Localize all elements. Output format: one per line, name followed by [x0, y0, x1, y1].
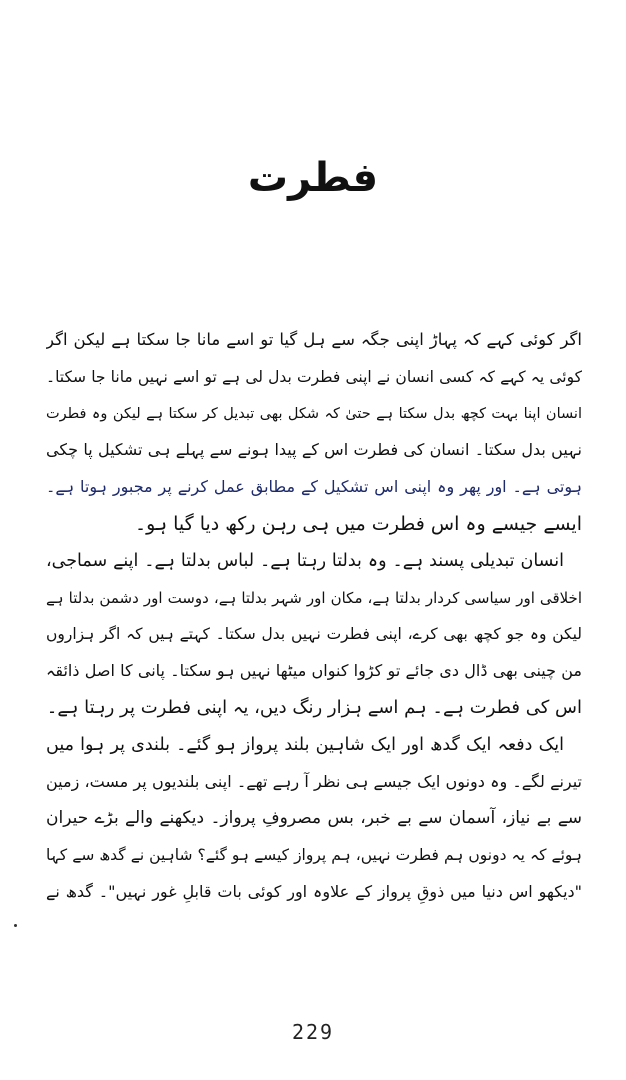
text-line: "دیکھو اس دنیا میں ذوقِ پرواز کے علاوہ اور کوئی بات قابلِ غور نہیں"۔ گدھ نے: [46, 881, 582, 901]
text-line: انسان تبدیلی پسند ہے۔ وہ بدلتا رہتا ہے۔ لباس بدلتا ہے۔ اپنے سماجی،: [46, 550, 564, 571]
text-line: کوئی یہ کہے کہ کسی انسان نے اپنی فطرت بدل لی ہے تو اسے نہیں مانا جا سکتا۔: [46, 367, 582, 386]
text-line: اس کی فطرت ہے۔ ہم اسے ہزار رنگ دیں، یہ اپنی فطرت پر رہتا ہے۔: [46, 696, 582, 718]
text-line: سے بے نیاز، آسمان سے بے خبر، بس مصروفِ پرواز۔ دیکھنے والے بڑے حیران: [46, 808, 582, 829]
ink-speck: [14, 924, 17, 927]
text-line: من چینی بھی ڈال دی جائے تو کڑوا کنواں میٹھا نہیں ہو سکتا۔ پانی کا اصل ذائقہ: [46, 661, 582, 681]
text-line: لیکن وہ جو کچھ بھی کرے، اپنی فطرت نہیں بدل سکتا۔ کہتے ہیں کہ اگر ہزاروں: [46, 625, 582, 644]
text-line: اخلاقی اور سیاسی کردار بدلتا ہے، مکان اور شہر بدلتا ہے، دوست اور دشمن بدلتا ہے: [46, 588, 582, 607]
text-line: ہوئے کہ یہ دونوں ہم فطرت نہیں، ہم پرواز کیسے ہو گئے؟ شاہین نے گدھ سے کہا: [46, 846, 582, 865]
text-line: انسان اپنا بہت کچھ بدل سکتا ہے حتیٰ کہ شکل بھی تبدیل کر سکتا ہے لیکن وہ فطرت: [46, 405, 582, 422]
body-text: [46, 322, 582, 911]
text-line: نہیں بدل سکتا۔ انسان کی فطرت اس کے پیدا ہونے سے پہلے ہی تشکیل پا چکی: [46, 440, 582, 460]
text-line: تیرنے لگے۔ وہ دونوں ایک جیسے ہی نظر آ رہے تھے۔ اپنی بلندیوں پر مست، زمین: [46, 771, 582, 791]
text-line: ہوتی ہے۔ اور پھر وہ اپنی اس تشکیل کے مطابق عمل کرنے پر مجبور ہوتا ہے۔: [46, 477, 582, 497]
page-number: 229: [291, 1020, 335, 1044]
text-line: اگر کوئی کہے کہ پہاڑ اپنی جگہ سے ہل گیا تو اسے مانا جا سکتا ہے لیکن اگر: [46, 330, 582, 349]
text-line: ایک دفعہ ایک گدھ اور ایک شاہین بلند پرواز ہو گئے۔ بلندی پر ہوا میں: [46, 734, 564, 755]
text-line: ایسے جیسے وہ اس فطرت میں ہی رہن رکھ دیا گیا ہو۔: [135, 512, 582, 535]
chapter-title: فطرت: [247, 155, 379, 201]
